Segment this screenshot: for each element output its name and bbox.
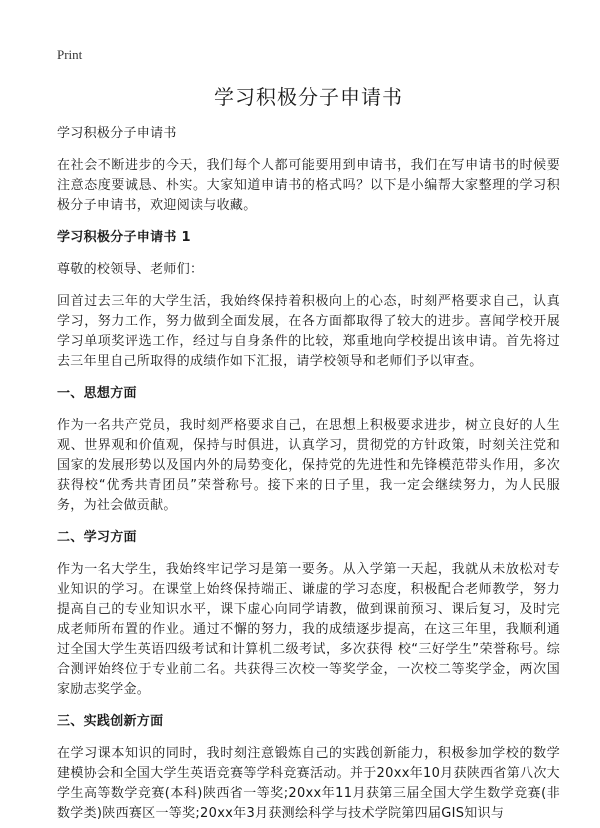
review-paragraph: 回首过去三年的大学生活，我始终保持着积极向上的心态，时刻严格要求自己，认真学习，努力工作，努力做到全面发展，在各方面都取得了较大的进步。喜闻学校开展学习单项奖评选工作，经过与自身条件的比较，郑重地向学校提出该申请。首先将过去三年里自己所取得的成绩作如下汇报，请学校领导和老师们予以审查。 [57, 294, 560, 369]
intro-paragraph: 在社会不断进步的今天，我们每个人都可能要用到申请书，我们在写申请书的时候要注意态度要诚恳、朴实。大家知道申请书的格式吗？以下是小编帮大家整理的学习积极分子申请书，欢迎阅读与收藏。 [57, 158, 560, 213]
practice-paragraph: 在学习课本知识的同时，我时刻注意锻炼自己的实践创新能力，积极参加学校的数学建模协会和全国大学生英语竞赛等学科竞赛活动。并于20xx年10月获陕西省第八次大学生高等数学竞赛(本科)陕西省一等奖;20xx年11月获第三届全国大学生数学竞赛(非数学类)陕西赛区一等奖;20xx年3月获测绘科学与技术学院第四届GIS知识与 [57, 746, 560, 821]
subtitle-paragraph: 学习积极分子申请书 [57, 126, 177, 141]
ideology-paragraph: 作为一名共产党员，我时刻严格要求自己，在思想上积极要求进步，树立良好的人生观、世界观和价值观，保持与时俱进，认真学习，贯彻党的方针政策，时刻关注党和国家的发展形势以及国内外的局势变化，保持党的先进性和先锋模范带头作用，多次获得校“优秀共青团员”荣誉称号。接下来的日子里，我一定会继续努力，为人民服务，为社会做贡献。 [57, 418, 560, 513]
section-heading-study: 二、学习方面 [57, 530, 137, 545]
document-title: 学习积极分子申请书 [214, 85, 403, 109]
salutation-paragraph: 尊敬的校领导、老师们： [57, 262, 204, 277]
section-heading-ideology: 一、思想方面 [57, 386, 137, 401]
study-paragraph: 作为一名大学生，我始终牢记学习是第一要务。从入学第一天起，我就从未放松对专业知识的学习。在课堂上始终保持端正、谦虚的学习态度，积极配合老师教学，努力提高自己的专业知识水平，课下虚心向同学请教，做到课前预习、课后复习，及时完成老师所布置的作业。通过不懈的努力，我的成绩逐步提高，在这三年里，我顺利通过全国大学生英语四级考试和计算机二级考试，多次获得 校“三好学生”荣誉称号。综合测评始终位于专业前二名。共获得三次校一等奖学金，一次校二等奖学金，两次国家励志奖学金。 [57, 562, 560, 697]
section-heading-practice: 三、实践创新方面 [57, 714, 164, 729]
print-link[interactable]: Print [57, 47, 83, 62]
section-heading-application-1: 学习积极分子申请书 1 [57, 230, 191, 245]
